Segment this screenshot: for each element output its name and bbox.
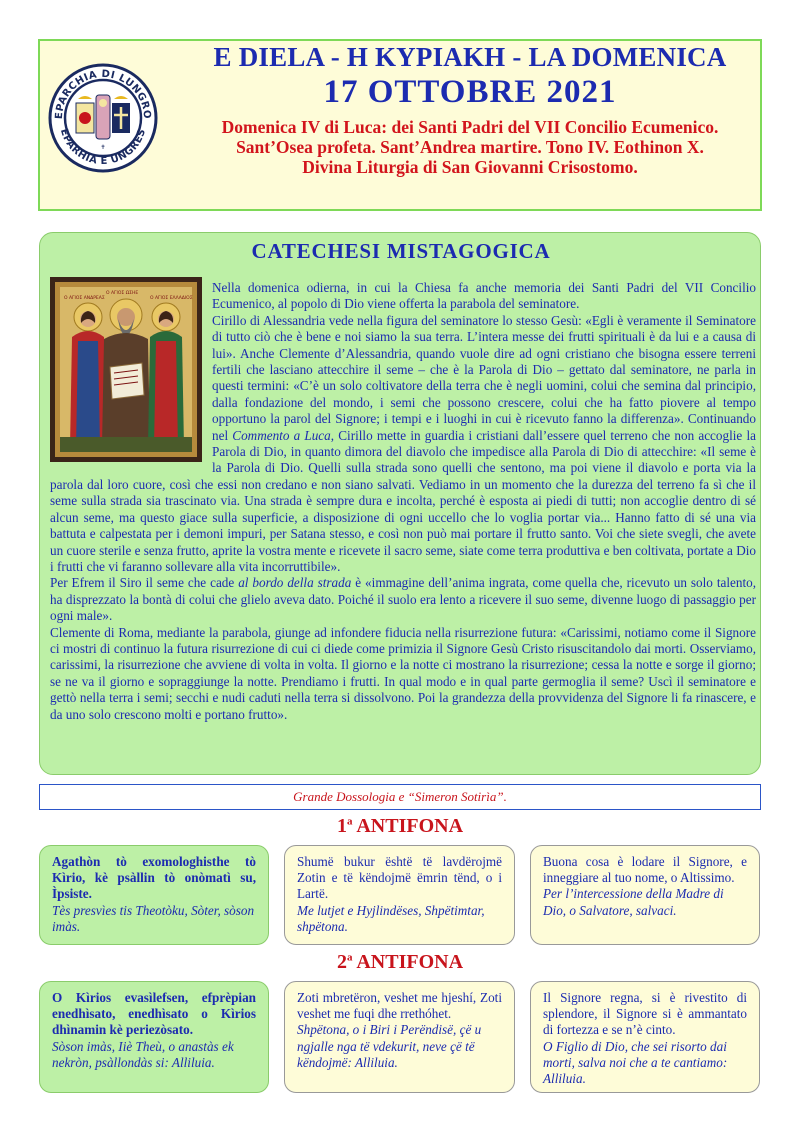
catechesi-paragraph: Clemente di Roma, mediante la parabola, giunge ad infondere fiducia nella risurrezione futura: «Carissimi, notiamo come il Signore ci mostri di continuo la futura risurrezione di cui ci diede come primizia il Signore Gesù Cristo risuscitandolo dai morti. Osserviamo, carissimi, la risurrezione che avviene di volta in volta. Il giorno e la notte ci mostrano la risurrezione; cessa la notte e sorge il giorno; se ne va il giorno e sopraggiunge la notte. Prendiamo i frutti. In qual modo e in qual parte germoglia il seme? Uscì il seminatore e gettò nella terra i semi; secchi e nudi caduti nella terra si dissolvono. Poi la grandezza della provvidenza del Signore li fa rinascere, e da uno solo crescono molti e portano frutto». (50, 624, 756, 722)
icon-caption-left: Ο ΑΓΙΟΣ ΑΝΔΡΕΑΣ (64, 296, 105, 301)
subtitle-line: Domenica IV di Luca: dei Santi Padri del VII Concilio Ecumenico. (221, 117, 719, 137)
antifona-2-italian-box (530, 981, 760, 1093)
greek-refrain: Tès presvìes tis Theotòku, Sòter, sòson imàs. (52, 902, 255, 934)
albanian-refrain: Me lutjet e Hyjlindëses, Shpëtimtar, shpëtona. (297, 902, 485, 934)
greek-text: Agathòn tò exomologhisthe tò Kìrio, kè psàllin tò onòmatì su, Ìpsiste. (52, 854, 256, 902)
subtitle-line: Divina Liturgia di San Giovanni Crisostomo. (302, 157, 638, 177)
italian-text: Il Signore regna, si è rivestito di splendore, il Signore si è ammantato di fortezza e se n’è cinto. (543, 990, 747, 1038)
feast-subtitle (170, 117, 770, 177)
antifona-1-italian-box (530, 845, 760, 945)
page-date: 17 OTTOBRE 2021 (323, 74, 617, 110)
dossologia-banner: Grande Dossologia e “Simeron Sotirìa”. (39, 784, 761, 810)
albanian-text: Zoti mbretëron, veshet me hjeshí, Zoti veshet me fuqi dhe rrethóhet. (297, 990, 502, 1022)
greek-refrain: Sòson imàs, Iiè Theù, o anastàs ek nekròn, psàllondàs si: Alliluia. (52, 1038, 234, 1070)
catechesi-title: CATECHESI MISTAGOGICA (251, 239, 551, 263)
page-title: E DIELA - H KYPIAKH - LA DOMENICA (213, 42, 727, 72)
svg-text:✝: ✝ (100, 144, 106, 151)
catechesi-paragraph: Per Efrem il Siro il seme che cade al bordo della strada è «immagine dell’anima ingrata, come quella che, ricevuto un solo talento, ha disprezzato la bontà di colui che glielo aveva dato. Poiché il suolo era lento a ricevere il suo seme, divenne luogo di passaggio per ogni male». (50, 575, 757, 624)
catechesi-text (50, 280, 756, 723)
antifona-2-heading: 2$^a$ ANTIFONA (336, 951, 464, 973)
catechesi-box (39, 232, 761, 775)
catechesi-paragraph: Cirillo di Alessandria vede nella figura del seminatore lo stesso Gesù: «Egli è veramente il Seminatore di tutto ciò che è bene e noi siamo la sua terra. L’intera messe dei frutti spirituali è da lui e a causa di lui». Anche Clemente d’Alessandria, quando vuole dire ad ogni cristiano che bisogna essere terreni fertili che lasciano attecchire il seme – che è la Parola di Dio – gettato dal seminatore, ne parla in questi termini: «C’è un solo coltivatore della terra che è negli uomini, colui che semina dal principio, dalla fondazione del mondo, i semi che possono crescere, colui che ha fatto piovere al tempo opportuno la parol del Signore; i tempi e i luoghi in cui è ricevuto fanno la differenza». Continuando nel Commento a Luca, Cirillo mette in guardia i cristiani dall’essere quel terreno che non accoglie la Parola di Dio, in quanto dimora del diavolo che impedisce alla Parola di Dio di attecchire: «Il seme è la Parola di Dio. Quelli sulla strada sono quelli che sentono, ma poi viene il diavolo e porta via la parola dal loro cuore, così che essi non credano e non siano salvati. Vediamo in un momento che la durezza del terreno fa sì che il seme sulla strada sia trascinato via. Una strada è sempre dura e incolta, perché è esposta ai piedi di tutti; non accoglie dentro di sé alcun seme, ma questo giace sulla superficie, a disposizione di ogni uccello che lo voglia portar via... Hanno fatto di sé una via battuta e calpestata per i demoni impuri, per Satana stesso, e così non può mai portare il frutto santo. Voi che siete svegli, che avete un cuore sterile e senza frutto, aprite la vostra mente e ricevete il sacro seme, siate come terra produttiva e ben coltivata, portate a Dio i frutti che vi faranno sollevare alla vita incorruttibile». (50, 312, 756, 574)
icon-caption-right: Ο ΑΓΙΟΣ ΕΛΛΑΔΙΟΣ (150, 296, 193, 301)
catechesi-paragraph: Nella domenica odierna, in cui la Chiesa fa anche memoria dei Santi Padri del VII Concilio Ecumenico, al popolo di Dio viene offerta la parabola del seminatore. (212, 280, 756, 312)
italian-text: Buona cosa è lodare il Signore, e inneggiare al tuo nome, o Altissimo. (543, 854, 747, 886)
saints-icon-image (50, 277, 202, 462)
header-box (38, 39, 762, 211)
greek-text: O Kìrios evasìlefsen, efprèpian enedhìsato, enedhìsato o Kìrios dhìnamin kè periezòsato. (52, 990, 256, 1038)
antifona-1-heading: 1$^a$ ANTIFONA (336, 815, 464, 837)
antifona-2-albanian-box (284, 981, 515, 1093)
albanian-text: Shumë bukur është të lavdërojmë Zotin e të këndojmë ëmrin tënd, o i Lartë. (297, 854, 502, 902)
albanian-refrain: Shpëtona, o i Biri i Perëndisë, çë u ngjalle nga të vdekurit, neve çë të këndojmë: Alliluia. (297, 1022, 482, 1070)
seal-top-text: EPARCHIA DI LUNGRO (53, 68, 153, 120)
italian-refrain: O Figlio di Dio, che sei risorto dai morti, salva noi che a te cantiamo: Alliluia. (543, 1038, 728, 1087)
subtitle-line: Sant’Osea profeta. Sant’Andrea martire. Tono IV. Eothinon X. (236, 137, 704, 157)
eparchy-seal-icon (48, 63, 158, 173)
icon-caption-center: Ο ΑΓΙΟΣ ΩΣΗΕ (106, 291, 139, 296)
antifona-1-greek-box (39, 845, 269, 945)
antifona-1-albanian-box (284, 845, 515, 945)
italian-refrain: Per l’intercessione della Madre di Dio, o Salvatore, salvaci. (543, 886, 724, 918)
seal-bottom-text: EPARHIA E UNGRES (57, 127, 149, 168)
antifona-2-greek-box (39, 981, 269, 1093)
